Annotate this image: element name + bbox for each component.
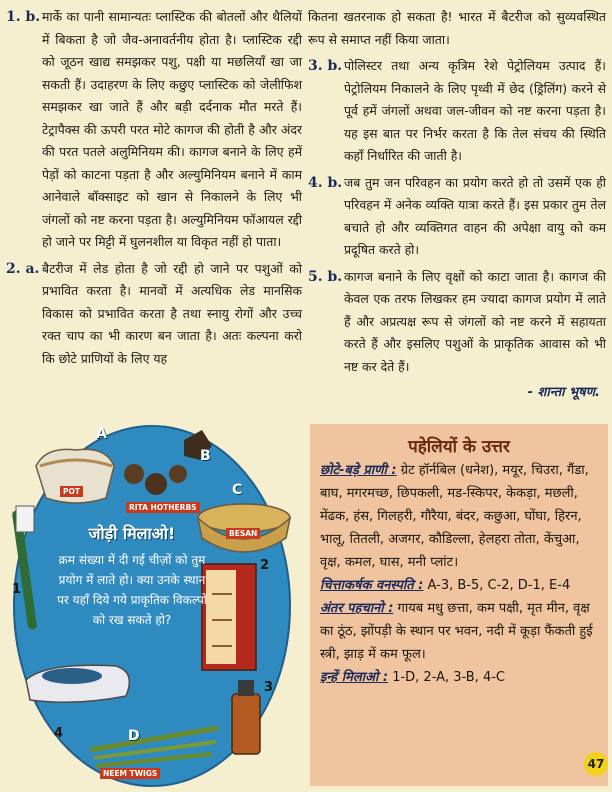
answer-number: 1. b. xyxy=(6,9,41,25)
section-text: गायब मधु छत्ता, कम पक्षी, मृत मीन, वृक्ष का ठूंठ, झोंपड़ी के स्थान पर भवन, नदी में कूड़ा फैंकती हुई स्त्री, झाड़ में कम फूल। xyxy=(320,601,593,662)
answer-text: पोलिस्टर तथा अन्य कृत्रिम रेशे पेट्रोलियम उत्पाद हैं। पेट्रोलियम निकालने के लिए पृथ्वी में छेद (ड्रिलिंग) करने से पूर्व हमें जंगलों अथवा जल-जीवन को नष्ट करना पड़ता है। यह इस बात पर निर्भर करता है कि तेल संचय की स्थिति कहाँ निर्धारित की जाती है। xyxy=(344,58,606,163)
section-text: ग्रेट हॉर्नबिल (धनेश), मयूर, चिउरा, गैंडा, बाघ, मगरमच्छ, छिपकली, मड-स्किपर, केकड़ा, मछली, मेंढक, हंस, गिलहरी, गौरैया, बंदर, कछुआ, घोंघा, हिरन, भालू, तितली, अजगर, कौडिल्ला, हेलहरा तोता, केंचुआ, वृक्ष, कमल, घास, मनी प्लांट। xyxy=(320,463,589,570)
answer-text: मार्के का पानी सामान्यतः प्लास्टिक की बोतलों और थैलियों में बिकता है जो जैव-अनावर्तनीय होता है। प्लास्टिक रद्दी को जूठन खाद्य समझकर पशु, पक्षी या मछलियाँ खा जा सकती हैं। उदाहरण के लिए कछुए प्लास्टिक को जेलीफिश समझकर खा जाते हैं और बड़ी दर्दनाक मौत मरते हैं। टेट्रापैक्स की ऊपरी परत मोटे कागज की होती है और अंदर की परत पतले अलुमिनियम की। कागज बनाने के लिए हमें पेड़ों को काटना पड़ता है और अल्युमिनियम बनाने में काम आनेवाले बॉक्साइट को खान से निकालने के लिए भी जंगलों को नष्ट करना पड़ता है। अल्युमिनियम फॉआयल रद्दी हो जाने पर मिट्टी में घुलनशील या विकृत नहीं हो पाता। xyxy=(42,9,302,249)
answer-number: 5. b. xyxy=(308,268,343,285)
number-2: 2 xyxy=(260,558,270,573)
answer-number: 4. b. xyxy=(308,174,343,191)
answer-text: कागज बनाने के लिए वृक्षों को काटा जाता है। कागज की केवल एक तरफ लिखकर हम ज्यादा कागज प्रयोग में लाते हैं और अप्रत्यक्ष रूप से जंगलों को नष्ट करने में सहायता करते हैं और इसलिए पशुओं के प्राकृतिक आवास को भी नष्ट कर देते हैं। xyxy=(344,268,606,374)
tag-besan: BESAN xyxy=(226,528,260,539)
section-label: अंतर पहचानो : xyxy=(320,601,394,616)
label-d: D xyxy=(128,728,140,744)
answer-number: 3. b. xyxy=(308,58,343,74)
answers-title: पहेलियों के उत्तर xyxy=(408,437,510,457)
number-1: 1 xyxy=(12,582,22,597)
left-column xyxy=(6,6,302,374)
answer-section xyxy=(320,597,598,666)
number-4: 4 xyxy=(54,726,64,741)
answer-section xyxy=(320,574,598,597)
answer-3 xyxy=(308,55,606,168)
answers-body xyxy=(320,459,598,689)
section-label: इन्हें मिलाओ : xyxy=(320,670,389,685)
section-label: चित्ताकर्षक वनस्पति : xyxy=(320,578,424,593)
section-label: छोटे-बड़े प्राणी : xyxy=(320,463,397,478)
answer-2 xyxy=(6,258,302,371)
tag-pot: POT xyxy=(60,486,83,497)
match-title: जोड़ी मिलाओ! xyxy=(88,524,176,543)
match-body: क्रम संख्या में दी गई चीज़ों को तुम प्रयोग में लाते हो। क्या उनके स्थान पर यहाँ दिये गये प्राकृतिक विकल्पों को रख सकते हो? xyxy=(57,553,207,627)
answer-section xyxy=(320,666,598,689)
answer-text: बैटरीज में लेड होता है जो रद्दी हो जाने पर पशुओं को प्रभावित करता है। मानवों में अत्यधिक लेड मानसिक विकास को प्रभावित करता है तथा स्नायु रोगों और उच्च रक्त चाप का भी कारण बन जाता है। अतः कल्पना करो कि छोटे प्राणियों के लिए यह xyxy=(42,260,302,366)
shampoo-bottle-icon xyxy=(232,694,260,754)
answer-4 xyxy=(308,172,606,262)
right-column xyxy=(308,6,606,400)
answer-1 xyxy=(6,6,302,254)
tag-neem: NEEM TWIGS xyxy=(100,768,160,779)
page-number: 47 xyxy=(584,752,608,776)
puzzle-answers-box xyxy=(310,424,608,786)
answer-section xyxy=(320,459,598,574)
label-a: A xyxy=(96,426,107,442)
author-signature: - शान्ता भूषण. xyxy=(527,385,600,400)
label-c: C xyxy=(232,482,243,498)
answer-2-continuation: कितना खतरनाक हो सकता है! भारत में बैटरीज को सुव्यवस्थित रूप से समाप्त नहीं किया जाता। xyxy=(308,9,606,47)
herb-icon xyxy=(124,464,144,484)
label-b: B xyxy=(200,448,211,464)
section-text: 1-D, 2-A, 3-B, 4-C xyxy=(392,670,505,685)
number-3: 3 xyxy=(264,680,274,695)
answer-text: जब तुम जन परिवहन का प्रयोग करते हो तो उसमें एक ही परिवहन में अनेक व्यक्ति यात्रा करते हैं। इस प्रकार तुम तेल बचाते हो और व्यक्तिगत वाहन की अपेक्षा वायु को कम प्रदूषित करते हो। xyxy=(344,174,606,257)
tag-herbs: RITA HOTHERBS xyxy=(126,502,200,513)
section-text: A-3, B-5, C-2, D-1, E-4 xyxy=(427,578,571,593)
answer-5 xyxy=(308,266,606,379)
match-illustration xyxy=(6,410,308,790)
match-instructions xyxy=(52,522,212,630)
answer-number: 2. a. xyxy=(6,260,40,277)
